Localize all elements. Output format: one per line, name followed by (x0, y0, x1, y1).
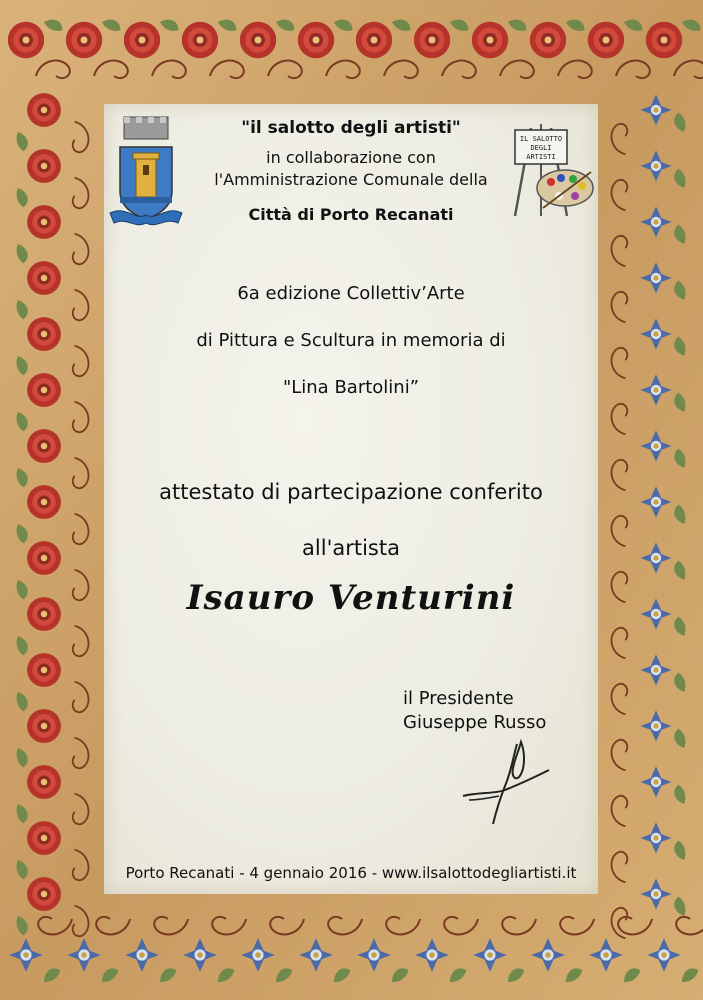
border-ornament (27, 261, 61, 295)
border-ornament (27, 205, 61, 239)
city-name: Città di Porto Recanati (248, 205, 454, 224)
footer-line: Porto Recanati - 4 gennaio 2016 - www.ilsalottodegliartisti.it (125, 864, 577, 882)
memorial-name: "Lina Bartolini” (282, 377, 420, 398)
certificate-title: attestato di partecipazione conferito (159, 480, 543, 504)
border-ornament (124, 22, 160, 58)
border-ornament (356, 22, 392, 58)
edition-line: 6a edizione Collettiv’Arte (237, 283, 465, 304)
subject-line: di Pittura e Scultura in memoria di (196, 330, 506, 351)
border-ornament (530, 22, 566, 58)
border-ornament (27, 709, 61, 743)
organization-title: "il salotto degli artisti" (241, 118, 461, 138)
border-ornament (27, 877, 61, 911)
svg-text:ARTISTI: ARTISTI (526, 153, 556, 161)
collaboration-line-1: in collaborazione con (266, 148, 436, 167)
recipient-intro: all'artista (302, 536, 400, 560)
signature-icon (455, 738, 555, 830)
border-ornament (27, 597, 61, 631)
border-ornament (27, 317, 61, 351)
border-ornament (27, 149, 61, 183)
border-ornament (298, 22, 334, 58)
border-ornament (27, 485, 61, 519)
border-ornament (414, 22, 450, 58)
border-ornament (66, 22, 102, 58)
border-ornament (27, 373, 61, 407)
svg-text:DEGLI: DEGLI (530, 144, 552, 152)
border-ornament (182, 22, 218, 58)
border-ornament (27, 653, 61, 687)
artist-name: Isauro Venturini (186, 578, 516, 618)
border-ornament (8, 22, 44, 58)
collaboration-line-2: l'Amministrazione Comunale della (214, 170, 488, 189)
border-ornament (27, 541, 61, 575)
border-ornament (472, 22, 508, 58)
svg-text:IL SALOTTO: IL SALOTTO (519, 135, 563, 143)
president-role: il Presidente (403, 688, 514, 709)
border-ornament (588, 22, 624, 58)
border-ornament (27, 429, 61, 463)
border-ornament (27, 93, 61, 127)
border-ornament (646, 22, 682, 58)
border-ornament (240, 22, 276, 58)
border-ornament (27, 821, 61, 855)
president-name: Giuseppe Russo (403, 712, 547, 733)
border-ornament (27, 765, 61, 799)
